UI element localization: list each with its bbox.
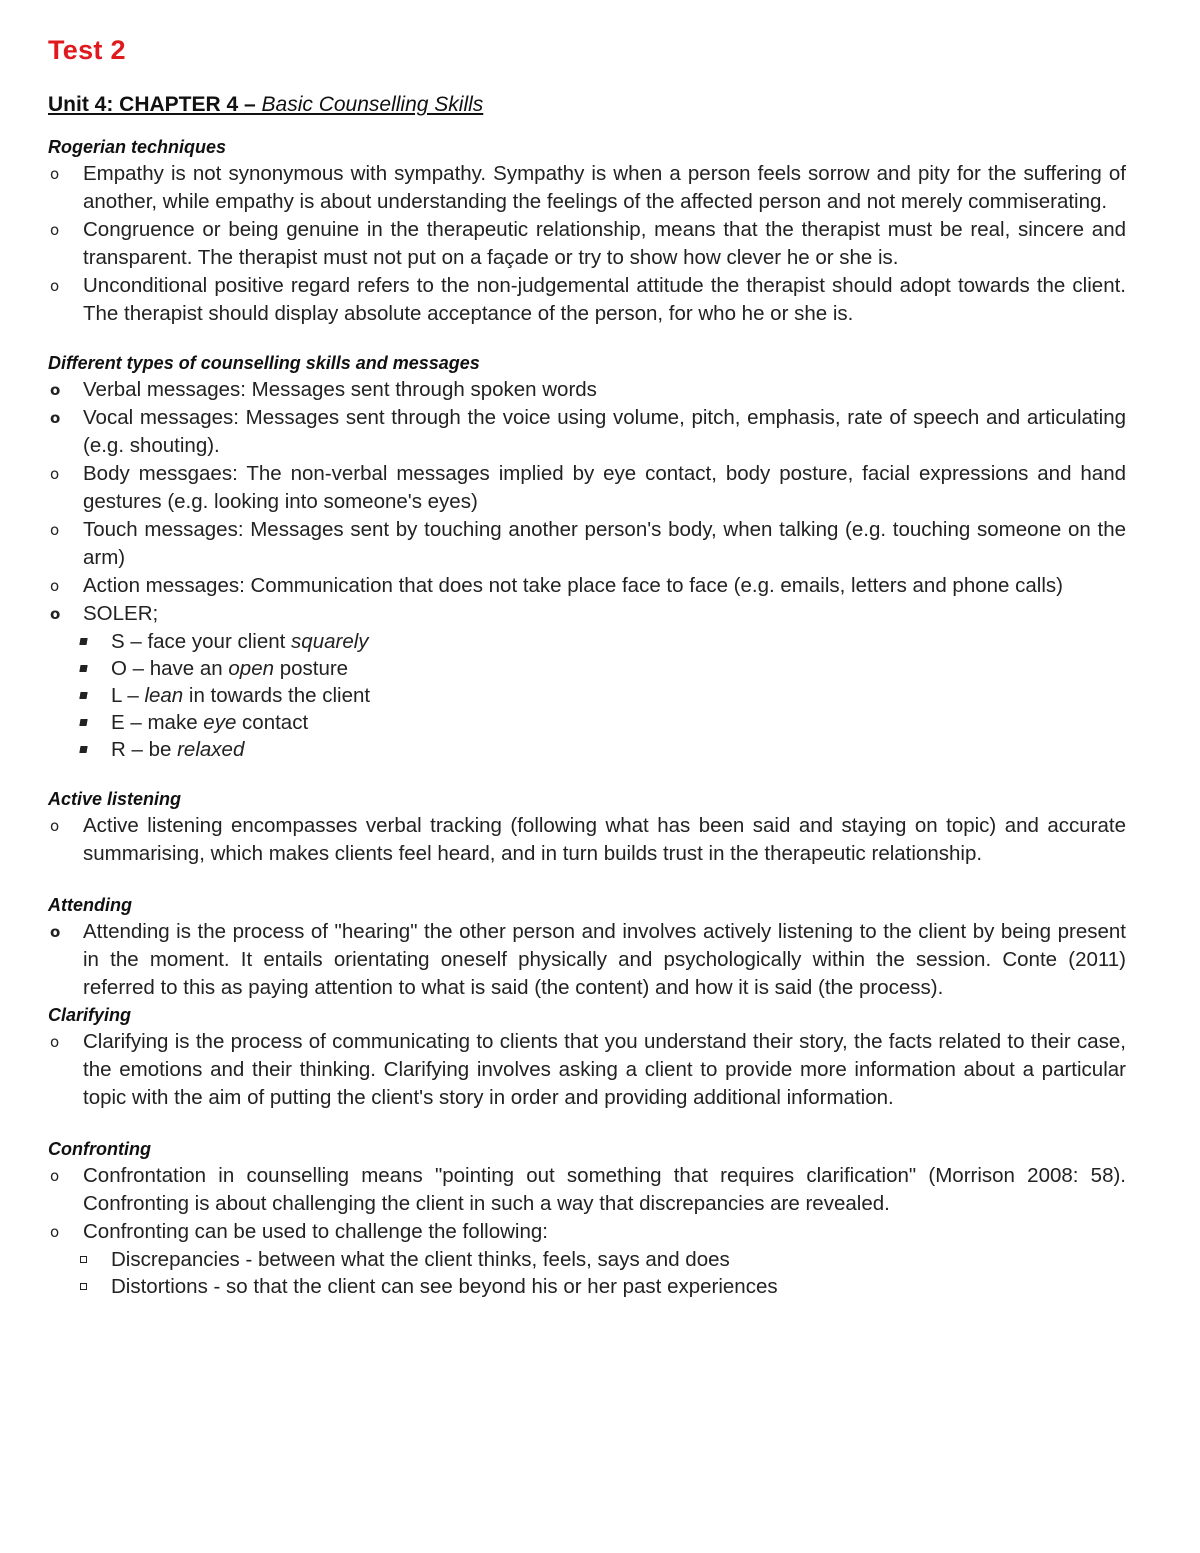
page-title: Test 2 [48,35,126,65]
square-bullet-icon [79,692,87,699]
soler-item [48,655,1126,682]
circle-bullet-icon: o [50,1033,60,1051]
section-rogerian [48,134,1126,328]
document-page [48,30,1126,1300]
circle-bullet-icon: o [50,409,61,427]
list-item-text: Vocal messages: Messages sent through the voice using volume, pitch, emphasis, rate of speech and articulating (e.g. shouting). [83,406,1126,457]
section-message-types [48,350,1126,763]
list-item [48,160,1126,216]
sub-list-item [48,1273,1126,1300]
soler-item [48,628,1126,655]
soler-item [48,736,1126,763]
list-item-text: Verbal messages: Messages sent through spoken words [83,378,597,401]
section-heading: Active listening [48,789,182,809]
list-item-text: Confronting can be used to challenge the following: [83,1220,548,1243]
list-item [48,572,1126,600]
sub-bullet-list [48,1246,1126,1300]
section-clarifying [48,1002,1126,1112]
circle-bullet-icon: o [50,923,61,941]
circle-bullet-icon: o [50,221,60,239]
list-item-text: Clarifying is the process of communicating to clients that you understand their story, the facts related to their case, the emotions and their thinking. Clarifying involves asking a client to provide more information about a particular topic with the aim of putting the client's story in order and providing additional information. [83,1030,1126,1109]
sub-list-item-text: Discrepancies - between what the client thinks, feels, says and does [111,1248,730,1271]
unit-prefix: Unit 4: CHAPTER 4 – [48,93,262,116]
square-bullet-icon [79,719,87,726]
list-item [48,216,1126,272]
list-item-text: Empathy is not synonymous with sympathy. Sympathy is when a person feels sorrow and pity for the suffering of another, while empathy is about understanding the feelings of the affected person and not merely commiserating. [83,162,1126,213]
soler-emphasis: relaxed [177,738,245,761]
list-item [48,1162,1126,1218]
unit-heading [48,90,1126,120]
circle-bullet-icon: o [50,1167,60,1185]
list-item [48,376,1126,404]
list-item-text: Confrontation in counselling means "pointing out something that requires clarification" (Morrison 2008: 58). Confronting is about challenging the client in such a way that discrepancies are revealed. [83,1164,1126,1215]
list-item [48,460,1126,516]
square-bullet-icon [79,665,87,672]
section-heading: Clarifying [48,1005,132,1025]
soler-text: L – [111,684,145,707]
section-active-listening [48,786,1126,868]
soler-item [48,709,1126,736]
list-item [48,1028,1126,1112]
section-attending [48,892,1126,1002]
list-item-text: Unconditional positive regard refers to the non-judgemental attitude the therapist should adopt towards the client. The therapist should display absolute acceptance of the person, for who he or she is. [83,274,1126,325]
list-item-text: Active listening encompasses verbal tracking (following what has been said and staying on topic) and accurate summarising, which makes clients feel heard, and in turn builds trust in the therapeutic relationship. [83,814,1126,865]
unit-subtitle: Basic Counselling Skills [261,93,484,116]
list-item [48,918,1126,1002]
bullet-list [48,376,1126,628]
section-heading: Attending [48,895,132,915]
list-item [48,404,1126,460]
section-heading: Rogerian techniques [48,137,227,157]
circle-bullet-icon: o [50,521,60,539]
circle-bullet-icon: o [50,817,60,835]
bullet-list [48,918,1126,1002]
list-item-text: Attending is the process of "hearing" the other person and involves actively listening to the client by being present in the moment. It entails orientating oneself physically and psychologically within the session. Conte (2011) referred to this as paying attention to what is said (the content) and how it is said (the process). [83,920,1126,999]
soler-emphasis: open [228,657,274,680]
list-item [48,600,1126,628]
soler-item [48,682,1126,709]
section-heading: Different types of counselling skills and messages [48,353,480,373]
bullet-list [48,1162,1126,1246]
circle-bullet-icon: o [50,381,61,399]
bullet-list [48,1028,1126,1112]
circle-bullet-icon: o [50,165,60,183]
square-bullet-icon [80,1283,87,1290]
list-item [48,1218,1126,1246]
soler-text: S – face your client [111,630,292,653]
section-confronting [48,1136,1126,1300]
circle-bullet-icon: o [50,577,60,595]
sub-list-item-text: Distortions - so that the client can see beyond his or her past experiences [111,1275,778,1298]
circle-bullet-icon: o [50,605,61,623]
square-bullet-icon [80,1256,87,1263]
soler-text: in towards the client [183,684,371,707]
soler-emphasis: lean [144,684,184,707]
section-heading: Confronting [48,1139,151,1159]
list-item-text: Touch messages: Messages sent by touching another person's body, when talking (e.g. touching someone on the arm) [83,518,1126,569]
circle-bullet-icon: o [50,465,60,483]
list-item-text: Congruence or being genuine in the therapeutic relationship, means that the therapist must be real, sincere and transparent. The therapist must not put on a façade or try to show how clever he or she is. [83,218,1126,269]
square-bullet-icon [79,638,87,645]
list-item [48,272,1126,328]
soler-text: E – make [111,711,204,734]
soler-text: R – be [111,738,178,761]
soler-emphasis: eye [203,711,237,734]
soler-text: posture [274,657,349,680]
list-item-text: SOLER; [83,602,159,625]
soler-text: O – have an [111,657,229,680]
circle-bullet-icon: o [50,1223,60,1241]
circle-bullet-icon: o [50,277,60,295]
soler-text: contact [236,711,309,734]
list-item [48,516,1126,572]
bullet-list [48,160,1126,328]
list-item [48,812,1126,868]
soler-emphasis: squarely [291,630,369,653]
list-item-text: Body messgaes: The non-verbal messages implied by eye contact, body posture, facial expressions and hand gestures (e.g. looking into someone's eyes) [83,462,1126,513]
square-bullet-icon [79,746,87,753]
sub-list-item [48,1246,1126,1273]
bullet-list [48,812,1126,868]
list-item-text: Action messages: Communication that does not take place face to face (e.g. emails, letters and phone calls) [83,574,1063,597]
soler-list [48,628,1126,763]
